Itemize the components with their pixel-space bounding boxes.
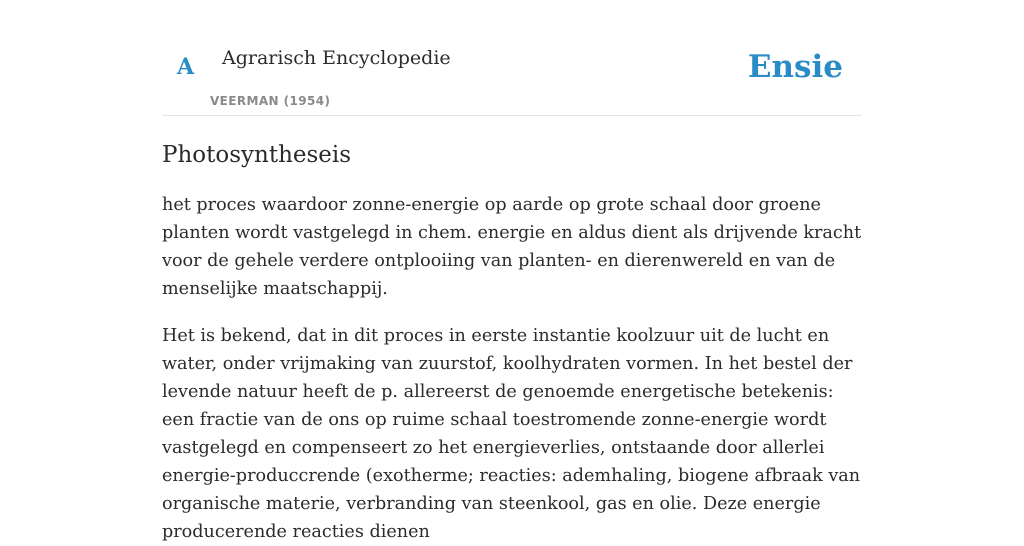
encyclopedia-logo-letter[interactable]: A [177, 54, 195, 80]
header [162, 0, 862, 116]
article-paragraph: Het is bekend, dat in dit proces in eerste instantie koolzuur uit de lucht en water, onder vrijmaking van zuurstof, koolhydraten vormen. In het bestel der levende natuur heeft de p. allereerst de genoemde energetische betekenis: een fractie van de ons op ruime schaal toestromende zonne-energie wordt vastgelegd en compenseert zo het energieverlies, ontstaande door allerlei energie-produccrende (exotherme; reacties: ademhaling, biogene afbraak van organische materie, verbranding van steenkool, gas en olie. Deze energie producerende reacties dienen [162, 326, 861, 542]
encyclopedia-title-link[interactable]: Agrarisch Encyclopedie [222, 47, 451, 69]
page-content [162, 0, 862, 546]
article-title: Photosyntheseis [162, 142, 352, 168]
ensie-brand-link[interactable]: Ensie [747, 49, 843, 85]
article-paragraph: het proces waardoor zonne-energie op aarde op grote schaal door groene planten wordt vastgelegd in chem. energie en aldus dient als drijvende kracht voor de gehele verdere ontplooiing van planten- en dierenwereld en van de menselijke maatschappij. [162, 195, 862, 299]
encyclopedia-author: VEERMAN (1954) [210, 94, 331, 108]
